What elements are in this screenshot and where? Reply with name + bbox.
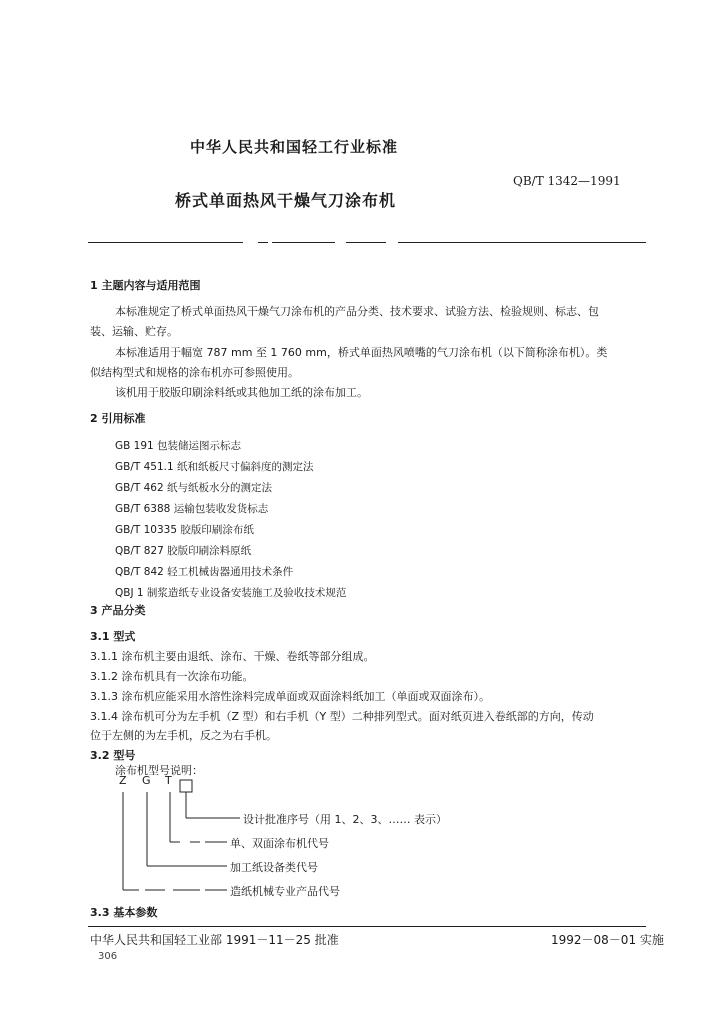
clause-3-1: 3.1 型式 bbox=[90, 630, 136, 643]
model-intro: 涂布机型号说明： bbox=[115, 764, 203, 777]
model-letter: G bbox=[142, 774, 151, 787]
clause-3-1-1: 3.1.1 涂布机主要由退纸、涂布、干燥、卷纸等部分组成。 bbox=[90, 650, 375, 663]
model-designation-diagram bbox=[115, 774, 447, 908]
model-note: 加工纸设备类代号 bbox=[230, 861, 318, 874]
model-letter: T bbox=[165, 774, 172, 787]
reference-item: QB/T 827 胶版印刷涂料原纸 bbox=[115, 545, 252, 557]
section-3-heading: 3 产品分类 bbox=[90, 604, 146, 617]
reference-item: GB 191 包装储运图示标志 bbox=[115, 440, 242, 452]
model-note: 单、双面涂布机代号 bbox=[230, 837, 329, 850]
section-2-heading: 2 引用标准 bbox=[90, 412, 146, 425]
model-note: 造纸机械专业产品代号 bbox=[230, 885, 340, 898]
effective-date: 1992－08－01 实施 bbox=[551, 933, 664, 947]
reference-item: QBJ 1 制浆造纸专业设备安装施工及验收技术规范 bbox=[115, 587, 347, 599]
reference-item: QB/T 842 轻工机械齿器通用技术条件 bbox=[115, 566, 294, 578]
approval-line: 中华人民共和国轻工业部 1991－11－25 批准 bbox=[90, 933, 339, 947]
section-1-para-3: 该机用于胶版印刷涂料纸或其他加工纸的涂布加工。 bbox=[115, 386, 368, 399]
reference-item: GB/T 462 纸与纸板水分的测定法 bbox=[115, 482, 273, 494]
clause-3-1-3: 3.1.3 涂布机应能采用水溶性涂料完成单面或双面涂料纸加工（单面或双面涂布）。 bbox=[90, 690, 490, 703]
reference-item: GB/T 10335 胶版印刷涂布纸 bbox=[115, 524, 254, 536]
section-1-heading: 1 主题内容与适用范围 bbox=[90, 279, 201, 292]
reference-item: GB/T 451.1 纸和纸板尺寸偏斜度的测定法 bbox=[115, 461, 314, 473]
header-title: 中华人民共和国轻工行业标准 bbox=[190, 138, 399, 156]
document-title: 桥式单面热风干燥气刀涂布机 bbox=[175, 191, 397, 210]
footer-divider bbox=[88, 926, 646, 927]
reference-item: GB/T 6388 运输包装收发货标志 bbox=[115, 503, 269, 515]
standard-code: QB/T 1342—1991 bbox=[513, 174, 621, 188]
clause-3-2: 3.2 型号 bbox=[90, 749, 136, 762]
model-note: 设计批准序号（用 1、2、3、…… 表示） bbox=[243, 813, 447, 826]
model-letter: Z bbox=[119, 774, 127, 787]
clause-3-1-2: 3.1.2 涂布机具有一次涂布功能。 bbox=[90, 670, 254, 683]
page-number: 306 bbox=[98, 951, 118, 962]
clause-3-3: 3.3 基本参数 bbox=[90, 906, 158, 919]
